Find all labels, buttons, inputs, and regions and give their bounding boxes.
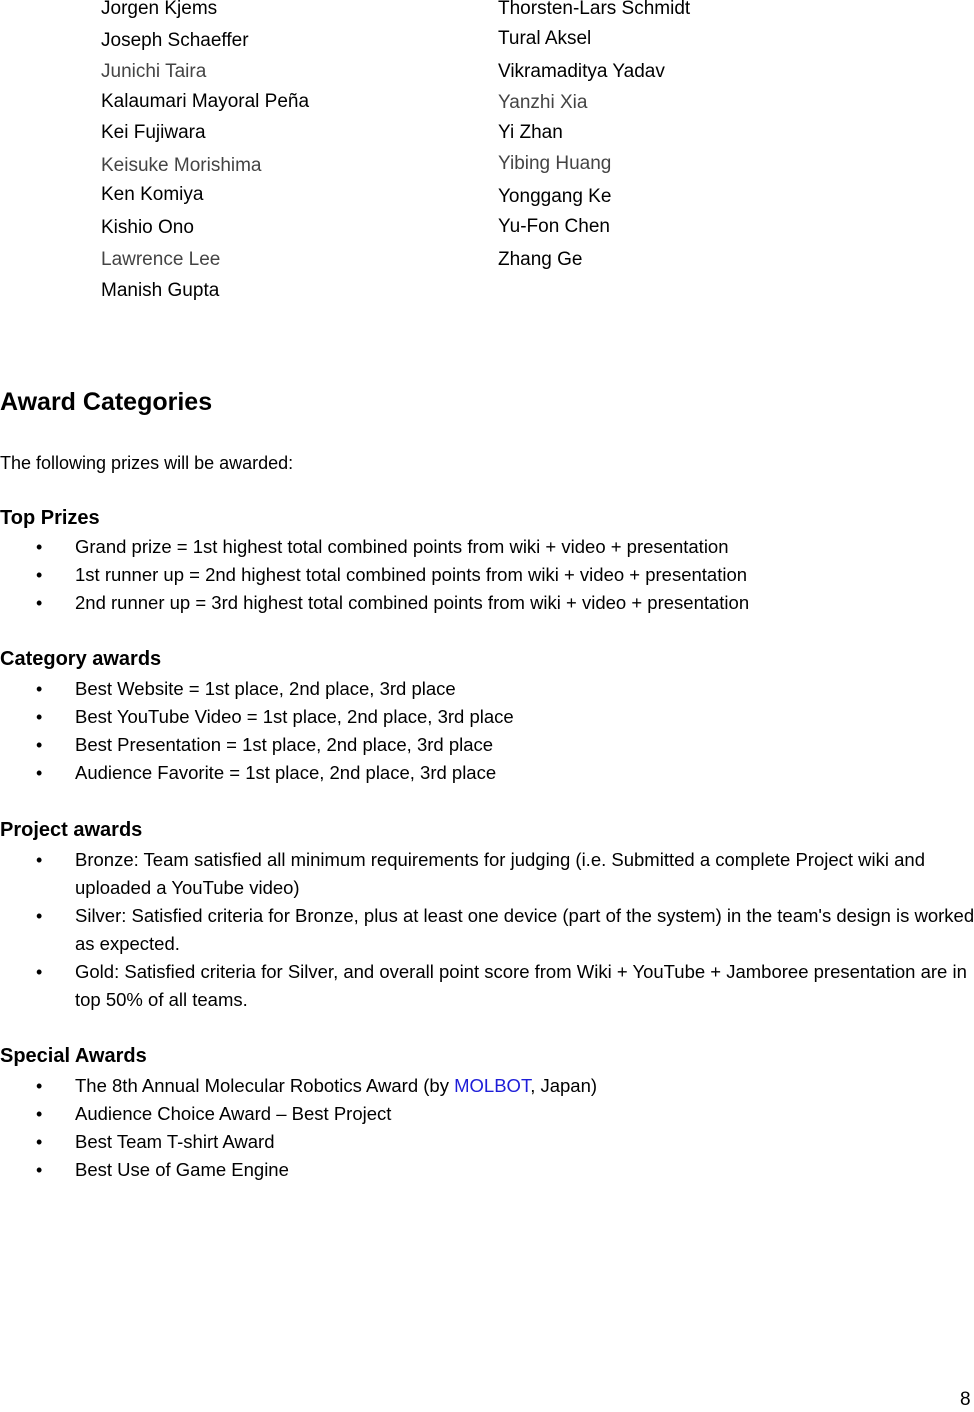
page-number: 8	[960, 1389, 971, 1410]
judge-name: Zhang Ge	[498, 249, 583, 270]
molbot-link[interactable]: MOLBOT	[454, 1075, 531, 1096]
award-intro-text: The following prizes will be awarded:	[0, 453, 294, 473]
list-item-text: Best YouTube Video = 1st place, 2nd place, 3rd place	[75, 706, 514, 727]
award-categories-heading: Award Categories	[0, 388, 213, 416]
judge-name: Vikramaditya Yadav	[498, 61, 665, 82]
list-item	[0, 846, 974, 902]
list-item-text: Gold: Satisfied criteria for Silver, and overall point score from Wiki + YouTube + Jamboree presentation are in top 50% of all teams.	[75, 961, 967, 1010]
list-item-text: Grand prize = 1st highest total combined points from wiki + video + presentation	[75, 536, 729, 557]
list-item-text: Audience Choice Award – Best Project	[75, 1103, 392, 1124]
bullet-icon: •	[36, 763, 43, 783]
list-item	[0, 561, 974, 589]
bullet-icon: •	[36, 537, 43, 557]
judge-name: Yu-Fon Chen	[498, 216, 610, 237]
judge-name: Kalaumari Mayoral Peña	[101, 91, 310, 112]
list-item	[0, 589, 974, 617]
top-prizes-list	[0, 533, 974, 617]
list-item-text: Best Use of Game Engine	[75, 1159, 289, 1180]
judge-name: Kishio Ono	[101, 217, 194, 238]
bullet-icon: •	[36, 1160, 43, 1180]
judge-name: Junichi Taira	[101, 61, 207, 82]
judge-name: Jorgen Kjems	[101, 0, 218, 19]
judge-name: Joseph Schaeffer	[101, 30, 249, 51]
judge-name: Kei Fujiwara	[101, 122, 206, 143]
list-item	[0, 1100, 974, 1128]
list-item	[0, 731, 974, 759]
bullet-icon: •	[36, 735, 43, 755]
special-awards-heading: Special Awards	[0, 1045, 147, 1067]
list-item	[0, 902, 974, 958]
judge-name: Yi Zhan	[498, 122, 563, 143]
list-item	[0, 675, 974, 703]
bullet-icon: •	[36, 1104, 43, 1124]
judge-name: Keisuke Morishima	[101, 155, 262, 176]
category-awards-heading: Category awards	[0, 648, 162, 670]
bullet-icon: •	[36, 707, 43, 727]
bullet-icon: •	[36, 679, 43, 699]
list-item-text: 2nd runner up = 3rd highest total combined points from wiki + video + presentation	[75, 592, 750, 613]
bullet-icon: •	[36, 593, 43, 613]
judges-name-list	[0, 0, 974, 320]
list-item	[0, 958, 974, 1014]
judge-name: Ken Komiya	[101, 184, 204, 205]
list-item-text: Best Presentation = 1st place, 2nd place, 3rd place	[75, 734, 494, 755]
judge-name: Thorsten-Lars Schmidt	[498, 0, 691, 19]
project-awards-heading: Project awards	[0, 819, 143, 841]
list-item	[0, 1128, 974, 1156]
judge-name: Manish Gupta	[101, 280, 220, 301]
judge-name: Yonggang Ke	[498, 186, 612, 207]
special-awards-list	[0, 1072, 974, 1184]
list-item-text: 1st runner up = 2nd highest total combined points from wiki + video + presentation	[75, 564, 748, 585]
judge-name: Tural Aksel	[498, 28, 592, 49]
list-item	[0, 1156, 974, 1184]
bullet-icon: •	[36, 962, 43, 982]
list-item-text: Audience Favorite = 1st place, 2nd place, 3rd place	[75, 762, 497, 783]
molecular-award-suffix: , Japan)	[530, 1075, 598, 1096]
bullet-icon: •	[36, 565, 43, 585]
molecular-award-prefix: The 8th Annual Molecular Robotics Award (by	[75, 1075, 455, 1096]
list-item-text: Best Team T-shirt Award	[75, 1131, 275, 1152]
project-awards-list	[0, 846, 974, 1014]
judge-name: Lawrence Lee	[101, 249, 221, 270]
judge-name: Yanzhi Xia	[498, 92, 588, 113]
judge-name: Yibing Huang	[498, 153, 612, 174]
list-item-text: Bronze: Team satisfied all minimum requirements for judging (i.e. Submitted a complete Project wiki and uploaded a YouTube video)	[75, 849, 926, 898]
list-item	[0, 759, 974, 787]
bullet-icon: •	[36, 906, 43, 926]
category-awards-list	[0, 675, 974, 787]
top-prizes-heading: Top Prizes	[0, 507, 100, 529]
bullet-icon: •	[36, 1132, 43, 1152]
bullet-icon: •	[36, 850, 43, 870]
list-item	[0, 1072, 974, 1100]
bullet-icon: •	[36, 1076, 43, 1096]
list-item-text: Best Website = 1st place, 2nd place, 3rd place	[75, 678, 456, 699]
list-item	[0, 533, 974, 561]
list-item	[0, 703, 974, 731]
list-item-text: Silver: Satisfied criteria for Bronze, plus at least one device (part of the system) in the team's design is worked as expected.	[75, 905, 974, 954]
